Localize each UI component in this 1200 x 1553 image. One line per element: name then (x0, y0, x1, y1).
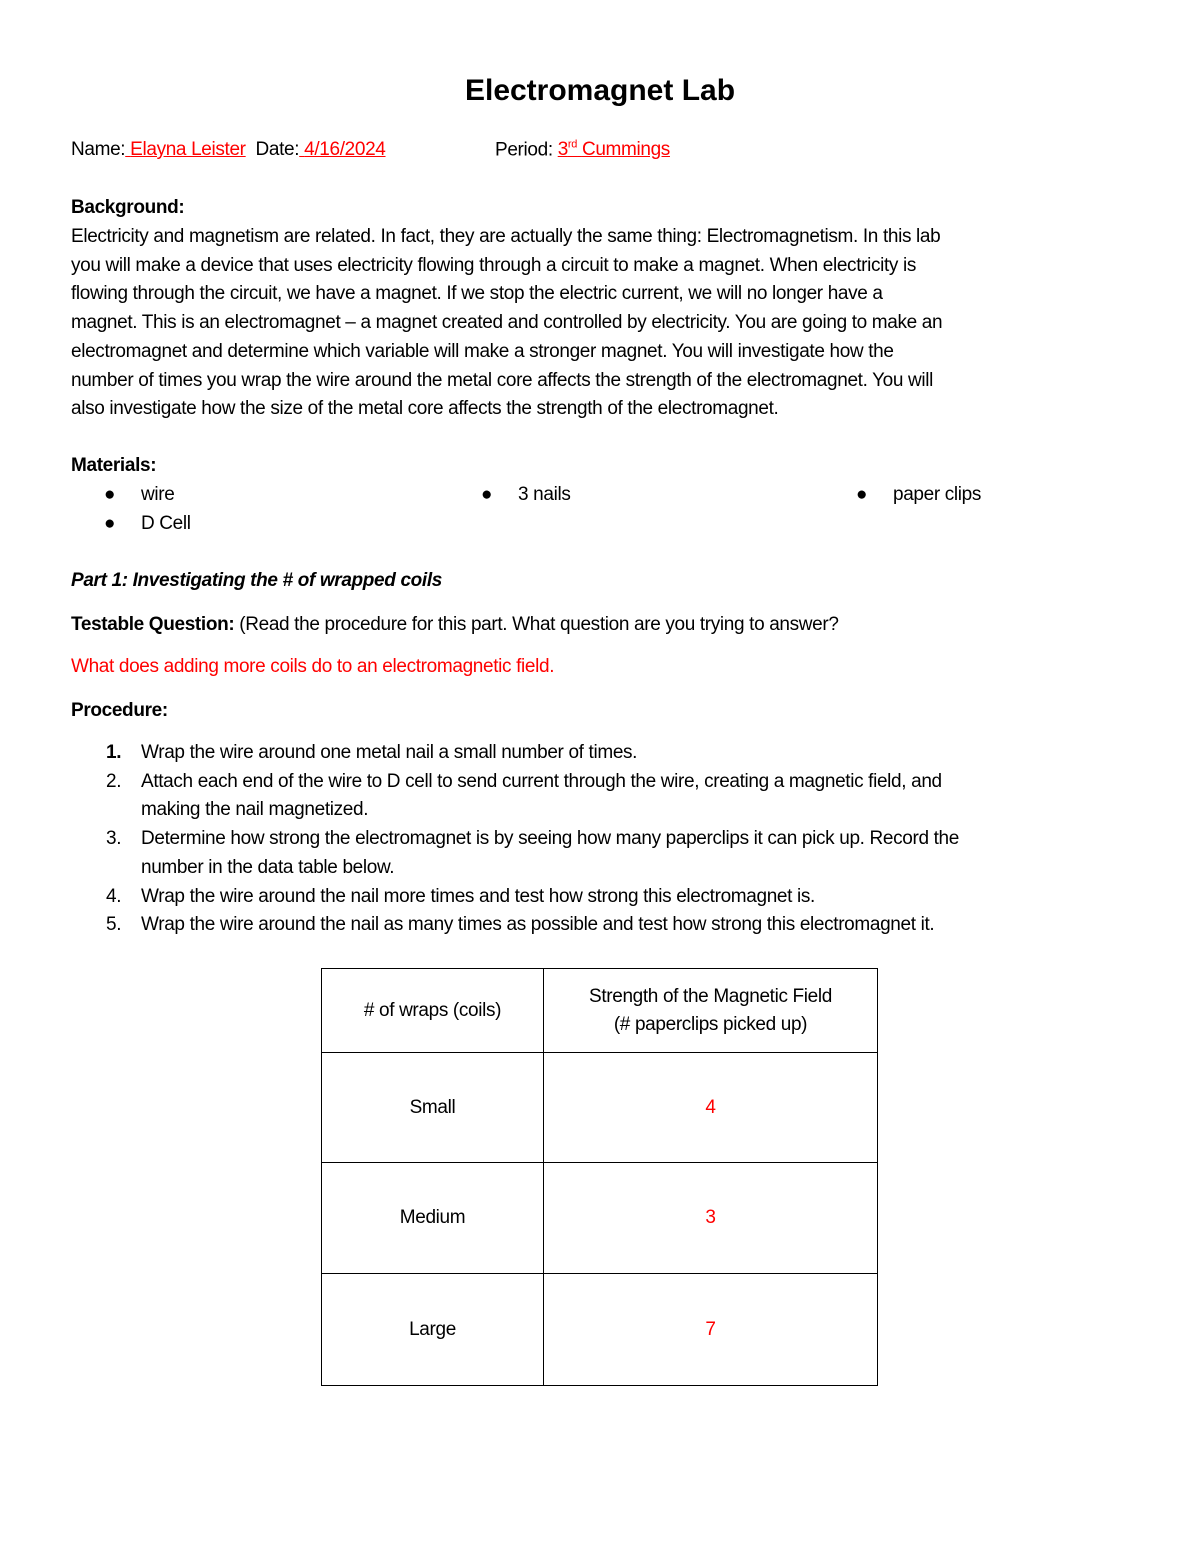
table-row (322, 1274, 878, 1386)
material-item: ● wire (104, 484, 175, 505)
background-heading: Background: (71, 197, 185, 218)
step-number: 1. (106, 742, 122, 763)
document-title: Electromagnet Lab (464, 74, 736, 107)
procedure-step-text: Attach each end of the wire to D cell to send current through the wire, creating a magnetic field, and (141, 770, 942, 792)
procedure-step-text: Wrap the wire around one metal nail a small number of times. (141, 742, 638, 763)
step-number: 5. (106, 914, 122, 936)
procedure-step-text: making the nail magnetized. (141, 799, 369, 821)
name-value: Elayna Leister (130, 139, 246, 160)
procedure-step-text: Determine how strong the electromagnet is by seeing how many paperclips it can pick up. Record the (141, 828, 959, 850)
data-table (321, 968, 878, 1386)
step-number: 4. (106, 885, 122, 907)
testable-question-answer: What does adding more coils do to an electromagnetic field. (71, 656, 555, 677)
procedure-step-text: Wrap the wire around the nail as many times as possible and test how strong this electromagnet it. (141, 914, 935, 936)
step-number: 2. (106, 770, 122, 792)
header-strength: Strength of the Magnetic Field (# paperclips picked up) (544, 969, 878, 1053)
strength-cell: 7 (544, 1274, 878, 1386)
wraps-cell: Small (322, 1053, 544, 1163)
background-line: you will make a device that uses electricity flowing through a circuit to make a magnet. When electricity is (71, 254, 917, 276)
background-line: also investigate how the size of the metal core affects the strength of the electromagnet. (71, 398, 779, 420)
date-label: Date: (255, 139, 300, 160)
strength-cell: 3 (544, 1163, 878, 1274)
part1-heading: Part 1: Investigating the # of wrapped coils (71, 570, 443, 591)
background-line: flowing through the circuit, we have a magnet. If we stop the electric current, we will no longer have a (71, 283, 883, 305)
wraps-cell: Medium (322, 1163, 544, 1274)
material-item: ● paper clips (856, 484, 982, 505)
strength-cell: 4 (544, 1053, 878, 1163)
step-number: 3. (106, 828, 122, 850)
date-value: 4/16/2024 (304, 139, 386, 160)
table-row (322, 1163, 878, 1274)
table-row (322, 1053, 878, 1163)
period-value: 3rd Cummings (557, 139, 670, 161)
table-header-row (322, 969, 878, 1053)
wraps-cell: Large (322, 1274, 544, 1386)
period-label: Period: (495, 139, 553, 161)
materials-heading: Materials: (71, 455, 157, 476)
background-line: Electricity and magnetism are related. In fact, they are actually the same thing: Electromagnetism. In this lab (71, 226, 941, 247)
header-line (71, 139, 386, 161)
procedure-step-text: number in the data table below. (141, 856, 395, 878)
background-line: magnet. This is an electromagnet – a magnet created and controlled by electricity. You are going to make an (71, 312, 943, 334)
material-item: ● D Cell (104, 513, 191, 534)
period-line (495, 139, 670, 161)
testable-question: Testable Question: (Read the procedure for this part. What question are you trying to answer? (71, 614, 839, 635)
name-label: Name: (71, 139, 126, 160)
material-item: ● 3 nails (481, 484, 571, 505)
procedure-heading: Procedure: (71, 700, 168, 721)
procedure-step-text: Wrap the wire around the nail more times and test how strong this electromagnet is. (141, 885, 815, 907)
background-line: electromagnet and determine which variable will make a stronger magnet. You will investigate how the (71, 340, 894, 362)
background-line: number of times you wrap the wire around the metal core affects the strength of the electromagnet. You will (71, 369, 934, 391)
header-wraps: # of wraps (coils) (322, 969, 544, 1053)
